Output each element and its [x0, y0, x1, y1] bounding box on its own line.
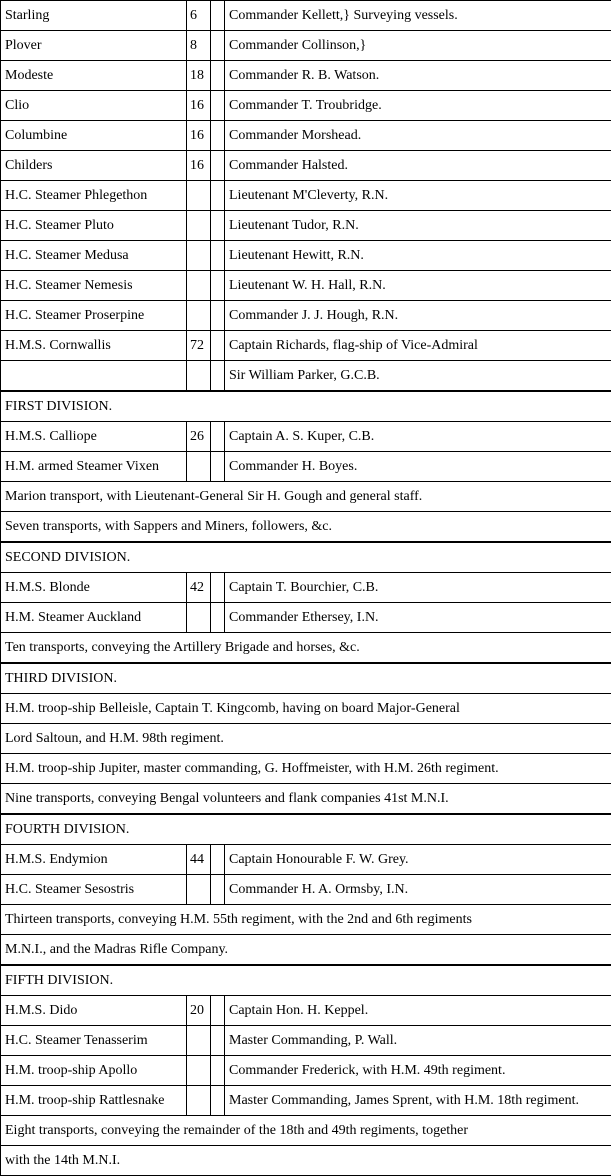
ship-row: [1, 241, 611, 271]
commander: Commander Frederick, with H.M. 49th regiment.: [225, 1056, 611, 1086]
division-heading-row: [1, 965, 611, 996]
note-text: Seven transports, with Sappers and Miners, followers, &c.: [1, 512, 611, 543]
spacer-cell: [211, 1056, 225, 1086]
ship-name: H.M.S. Blonde: [1, 573, 187, 603]
spacer-cell: [211, 603, 225, 633]
ship-row: [1, 301, 611, 331]
commander: Commander H. Boyes.: [225, 452, 611, 482]
spacer-cell: [211, 331, 225, 361]
guns-count: 16: [187, 121, 211, 151]
ship-name: H.M.S. Endymion: [1, 845, 187, 875]
commander: Commander Halsted.: [225, 151, 611, 181]
commander: Commander Ethersey, I.N.: [225, 603, 611, 633]
ship-name: H.M.S. Calliope: [1, 422, 187, 452]
guns-count: 6: [187, 1, 211, 31]
ship-name: Columbine: [1, 121, 187, 151]
ship-name: H.M.S. Cornwallis: [1, 331, 187, 361]
note-row: [1, 784, 611, 815]
ship-row: [1, 996, 611, 1026]
note-row: [1, 754, 611, 784]
guns-count: [187, 361, 211, 392]
ship-name: Plover: [1, 31, 187, 61]
commander: Commander T. Troubridge.: [225, 91, 611, 121]
commander: Commander Kellett,} Surveying vessels.: [225, 1, 611, 31]
commander: Commander Morshead.: [225, 121, 611, 151]
ship-name: H.C. Steamer Pluto: [1, 211, 187, 241]
commander: Master Commanding, P. Wall.: [225, 1026, 611, 1056]
ship-row: [1, 1056, 611, 1086]
guns-count: [187, 301, 211, 331]
ship-name: H.M. troop-ship Apollo: [1, 1056, 187, 1086]
guns-count: 42: [187, 573, 211, 603]
spacer-cell: [211, 573, 225, 603]
guns-count: 26: [187, 422, 211, 452]
ship-name: H.C. Steamer Tenasserim: [1, 1026, 187, 1056]
guns-count: [187, 211, 211, 241]
ship-row: [1, 91, 611, 121]
guns-count: [187, 452, 211, 482]
guns-count: 8: [187, 31, 211, 61]
note-row: [1, 482, 611, 512]
spacer-cell: [211, 121, 225, 151]
spacer-cell: [211, 31, 225, 61]
ship-row: [1, 181, 611, 211]
ship-row: [1, 121, 611, 151]
spacer-cell: [211, 845, 225, 875]
commander: Lieutenant W. H. Hall, R.N.: [225, 271, 611, 301]
note-row: [1, 694, 611, 724]
commander: Commander J. J. Hough, R.N.: [225, 301, 611, 331]
note-text: Thirteen transports, conveying H.M. 55th regiment, with the 2nd and 6th regiments: [1, 905, 611, 935]
guns-count: 16: [187, 151, 211, 181]
guns-count: [187, 875, 211, 905]
guns-count: 18: [187, 61, 211, 91]
ship-name: Clio: [1, 91, 187, 121]
note-row: [1, 724, 611, 754]
commander: Captain Hon. H. Keppel.: [225, 996, 611, 1026]
ship-name: Starling: [1, 1, 187, 31]
ship-name: Modeste: [1, 61, 187, 91]
note-text: H.M. troop-ship Belleisle, Captain T. Kingcomb, having on board Major-General: [1, 694, 611, 724]
division-heading: SECOND DIVISION.: [1, 542, 611, 573]
spacer-cell: [211, 151, 225, 181]
guns-count: [187, 603, 211, 633]
ship-row: [1, 31, 611, 61]
ship-name: Childers: [1, 151, 187, 181]
commander: Lieutenant Tudor, R.N.: [225, 211, 611, 241]
division-heading-row: [1, 663, 611, 694]
ship-name: [1, 361, 187, 392]
spacer-cell: [211, 61, 225, 91]
guns-count: 20: [187, 996, 211, 1026]
note-row: [1, 935, 611, 966]
spacer-cell: [211, 271, 225, 301]
ship-row: [1, 211, 611, 241]
note-text: with the 14th M.N.I.: [1, 1146, 611, 1176]
ship-row: [1, 1, 611, 31]
commander: Master Commanding, James Sprent, with H.M. 18th regiment.: [225, 1086, 611, 1116]
spacer-cell: [211, 875, 225, 905]
ship-row: [1, 361, 611, 392]
spacer-cell: [211, 91, 225, 121]
commander: Captain T. Bourchier, C.B.: [225, 573, 611, 603]
ship-row: [1, 151, 611, 181]
note-text: Ten transports, conveying the Artillery Brigade and horses, &c.: [1, 633, 611, 664]
guns-count: [187, 1056, 211, 1086]
guns-count: 44: [187, 845, 211, 875]
note-row: [1, 1116, 611, 1146]
guns-count: [187, 1086, 211, 1116]
division-heading: FIRST DIVISION.: [1, 391, 611, 422]
ship-row: [1, 845, 611, 875]
division-heading-row: [1, 391, 611, 422]
spacer-cell: [211, 996, 225, 1026]
spacer-cell: [211, 452, 225, 482]
commander: Commander R. B. Watson.: [225, 61, 611, 91]
ship-name: H.M. troop-ship Rattlesnake: [1, 1086, 187, 1116]
division-heading: THIRD DIVISION.: [1, 663, 611, 694]
spacer-cell: [211, 211, 225, 241]
ship-row: [1, 573, 611, 603]
note-row: [1, 905, 611, 935]
ship-row: [1, 603, 611, 633]
spacer-cell: [211, 1026, 225, 1056]
fleet-table-body: [1, 1, 611, 1176]
ship-row: [1, 61, 611, 91]
ship-row: [1, 271, 611, 301]
ship-row: [1, 1026, 611, 1056]
division-heading-row: [1, 814, 611, 845]
spacer-cell: [211, 361, 225, 392]
note-row: [1, 512, 611, 543]
spacer-cell: [211, 241, 225, 271]
commander: Commander H. A. Ormsby, I.N.: [225, 875, 611, 905]
guns-count: [187, 181, 211, 211]
guns-count: 72: [187, 331, 211, 361]
note-text: H.M. troop-ship Jupiter, master commanding, G. Hoffmeister, with H.M. 26th regiment.: [1, 754, 611, 784]
ship-name: H.C. Steamer Nemesis: [1, 271, 187, 301]
commander: Sir William Parker, G.C.B.: [225, 361, 611, 392]
commander: Captain Richards, flag-ship of Vice-Admiral: [225, 331, 611, 361]
commander: Captain A. S. Kuper, C.B.: [225, 422, 611, 452]
note-row: [1, 1146, 611, 1176]
ship-row: [1, 331, 611, 361]
spacer-cell: [211, 1, 225, 31]
ship-name: H.C. Steamer Phlegethon: [1, 181, 187, 211]
ship-name: H.C. Steamer Proserpine: [1, 301, 187, 331]
commander: Commander Collinson,}: [225, 31, 611, 61]
guns-count: [187, 241, 211, 271]
ship-name: H.M. Steamer Auckland: [1, 603, 187, 633]
ship-row: [1, 1086, 611, 1116]
ship-name: H.C. Steamer Sesostris: [1, 875, 187, 905]
ship-name: H.M.S. Dido: [1, 996, 187, 1026]
commander: Lieutenant Hewitt, R.N.: [225, 241, 611, 271]
note-text: M.N.I., and the Madras Rifle Company.: [1, 935, 611, 966]
division-heading: FOURTH DIVISION.: [1, 814, 611, 845]
commander: Lieutenant M'Cleverty, R.N.: [225, 181, 611, 211]
spacer-cell: [211, 1086, 225, 1116]
division-heading: FIFTH DIVISION.: [1, 965, 611, 996]
ship-name: H.M. armed Steamer Vixen: [1, 452, 187, 482]
ship-row: [1, 875, 611, 905]
note-text: Marion transport, with Lieutenant-General Sir H. Gough and general staff.: [1, 482, 611, 512]
spacer-cell: [211, 301, 225, 331]
division-heading-row: [1, 542, 611, 573]
note-text: Eight transports, conveying the remainder of the 18th and 49th regiments, together: [1, 1116, 611, 1146]
note-text: Nine transports, conveying Bengal volunteers and flank companies 41st M.N.I.: [1, 784, 611, 815]
ship-row: [1, 422, 611, 452]
spacer-cell: [211, 181, 225, 211]
note-row: [1, 633, 611, 664]
commander: Captain Honourable F. W. Grey.: [225, 845, 611, 875]
ship-row: [1, 452, 611, 482]
spacer-cell: [211, 422, 225, 452]
guns-count: [187, 1026, 211, 1056]
ship-name: H.C. Steamer Medusa: [1, 241, 187, 271]
guns-count: 16: [187, 91, 211, 121]
note-text: Lord Saltoun, and H.M. 98th regiment.: [1, 724, 611, 754]
guns-count: [187, 271, 211, 301]
